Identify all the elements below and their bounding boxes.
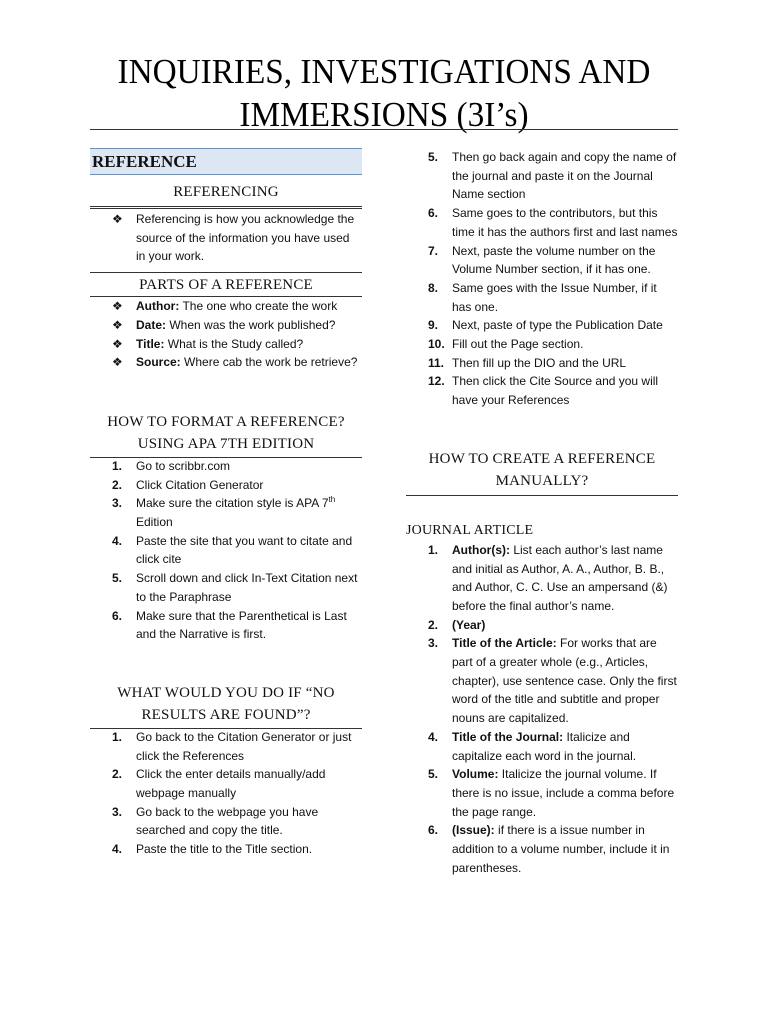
step-number: 2. <box>112 477 123 492</box>
title-line-2: IMMERSIONS (3I’s) <box>239 95 529 134</box>
bullet-diamond-icon: ❖ <box>112 299 123 314</box>
journal-article-heading: JOURNAL ARTICLE <box>406 522 534 538</box>
list-item <box>90 803 362 840</box>
list-item <box>406 634 678 728</box>
list-item <box>90 494 362 531</box>
step-text: Make sure that the Parenthetical is Last and the Narrative is first. <box>136 608 347 642</box>
step-text: Then go back again and copy the name of the journal and paste it on the Journal Name section <box>452 150 677 202</box>
step-number: 12. <box>428 374 445 389</box>
step-number: 5. <box>428 150 439 164</box>
part-term: Author: <box>136 299 180 314</box>
step-number: 6. <box>428 823 439 838</box>
reference-heading: REFERENCE <box>90 148 362 175</box>
step-term: (Year) <box>452 617 486 632</box>
step-number: 1. <box>428 542 439 557</box>
step-text: Italicize and capitalize each word in the journal. <box>452 729 637 763</box>
list-item <box>406 765 678 821</box>
step-number: 4. <box>112 533 123 548</box>
title-line-1: INQUIRIES, INVESTIGATIONS AND <box>117 52 651 91</box>
document-title <box>76 50 692 136</box>
list-item <box>90 457 362 476</box>
step-number: 4. <box>112 842 123 857</box>
manual-heading: HOW TO CREATE A REFERENCE MANUALLY? <box>428 450 656 489</box>
step-number: 8. <box>428 280 439 295</box>
bullet-diamond-icon: ❖ <box>112 336 123 351</box>
step-text: Scroll down and click In-Text Citation next to the Paraphrase <box>136 571 358 604</box>
step-term: Author(s): <box>452 542 510 557</box>
manual-steps <box>406 541 678 878</box>
no-results-steps <box>90 728 362 859</box>
list-item <box>90 840 362 859</box>
step-text: Click the enter details manually/add webpage manually <box>136 767 326 801</box>
step-text: Fill out the Page section. <box>452 337 584 352</box>
step-text: Next, paste of type the Publication Date <box>452 318 663 333</box>
step-number: 10. <box>428 337 445 352</box>
step-number: 11. <box>428 355 445 370</box>
parts-list <box>90 297 362 372</box>
step-term: (Issue): <box>452 823 495 838</box>
list-item <box>90 765 362 802</box>
list-item <box>90 476 362 495</box>
list-item <box>406 204 678 241</box>
list-item <box>90 532 362 569</box>
list-item <box>406 335 678 354</box>
part-text: What is the Study called? <box>164 336 304 351</box>
step-number: 3. <box>112 804 123 819</box>
step-text: Next, paste the volume number on the Volume Number section, if it has one. <box>452 243 656 277</box>
list-item <box>406 148 678 204</box>
list-item <box>406 616 678 635</box>
list-item <box>90 353 362 372</box>
left-column <box>90 148 362 859</box>
step-term: Volume: <box>452 767 499 782</box>
right-column <box>406 148 678 878</box>
parts-top-rule <box>90 272 362 273</box>
step-text: Same goes with the Issue Number, if it has one. <box>452 280 657 314</box>
list-item <box>90 210 362 266</box>
list-item <box>90 335 362 354</box>
referencing-rule <box>90 208 362 209</box>
superscript: th <box>328 495 336 505</box>
part-text: Where cab the work be retrieve? <box>180 355 358 370</box>
list-item <box>90 728 362 765</box>
referencing-top-rule <box>90 206 362 207</box>
bullet-diamond-icon: ❖ <box>112 317 123 332</box>
step-term: Title of the Journal: <box>452 729 564 744</box>
referencing-heading: REFERENCING <box>173 184 279 200</box>
step-text: Edition <box>136 515 173 530</box>
list-item <box>406 728 678 765</box>
list-item <box>406 242 678 279</box>
step-number: 5. <box>112 571 123 586</box>
referencing-list <box>90 210 362 266</box>
title-divider <box>90 129 678 130</box>
manual-rule <box>406 495 678 496</box>
step-text: Then fill up the DIO and the URL <box>452 355 627 370</box>
list-item <box>406 372 678 409</box>
step-text: Same goes to the contributors, but this time it has the authors first and last names <box>452 206 678 239</box>
step-number: 2. <box>112 767 123 782</box>
step-text: Go to scribbr.com <box>136 458 231 473</box>
part-term: Date: <box>136 317 167 332</box>
step-number: 1. <box>112 729 123 744</box>
continued-steps <box>406 148 678 410</box>
bullet-diamond-icon: ❖ <box>112 355 123 370</box>
list-item <box>406 541 678 616</box>
list-item <box>406 354 678 373</box>
part-term: Title: <box>136 336 165 351</box>
step-text: if there is a issue number in addition to a volume number, include it in parentheses. <box>452 823 670 875</box>
step-number: 5. <box>428 767 439 782</box>
step-text: Italicize the journal volume. If there is no issue, include a comma before the page range. <box>452 767 675 819</box>
step-text: Go back to the Citation Generator or just click the References <box>136 729 352 763</box>
referencing-text: Referencing is how you acknowledge the source of the information you have used in your work. <box>136 212 355 264</box>
list-item <box>90 607 362 644</box>
step-text: For works that are part of a greater whole (e.g., Articles, chapter), use sentence case. Only the first word of the title and subtitle and proper nouns are capitalized. <box>452 636 677 726</box>
step-number: 6. <box>112 608 123 623</box>
bullet-diamond-icon: ❖ <box>112 212 123 226</box>
step-text: Paste the site that you want to citate and click cite <box>136 533 353 567</box>
step-text: Go back to the webpage you have searched and copy the title. <box>136 804 319 838</box>
step-number: 1. <box>112 458 123 473</box>
list-item <box>406 821 678 877</box>
part-text: When was the work published? <box>166 317 336 332</box>
list-item <box>406 316 678 335</box>
step-number: 3. <box>428 636 439 651</box>
step-term: Title of the Article: <box>452 636 557 651</box>
step-text: Paste the title to the Title section. <box>136 842 313 857</box>
step-number: 6. <box>428 206 439 221</box>
step-text: List each author’s last name and initial as Author, A. A., Author, B. B., and Author, C. C. Use an ampersand (&) before the final author’s name. <box>452 542 668 613</box>
part-term: Source: <box>136 355 181 370</box>
step-text: Make sure the citation style is APA 7 <box>136 496 329 511</box>
step-number: 9. <box>428 318 439 333</box>
list-item <box>90 316 362 335</box>
parts-heading: PARTS OF A REFERENCE <box>139 277 313 294</box>
list-item <box>90 569 362 606</box>
part-text: The one who create the work <box>179 299 338 314</box>
format-heading: HOW TO FORMAT A REFERENCE? USING APA 7TH EDITION <box>107 413 345 453</box>
format-steps <box>90 457 362 644</box>
step-number: 3. <box>112 496 123 511</box>
list-item <box>90 297 362 316</box>
step-number: 2. <box>428 617 439 632</box>
step-number: 7. <box>428 243 439 258</box>
step-text: Click Citation Generator <box>136 477 264 492</box>
no-results-heading: WHAT WOULD YOU DO IF “NO RESULTS ARE FOUND”? <box>117 684 335 724</box>
step-number: 4. <box>428 729 439 744</box>
list-item <box>406 279 678 316</box>
step-text: Then click the Cite Source and you will have your References <box>452 374 659 408</box>
